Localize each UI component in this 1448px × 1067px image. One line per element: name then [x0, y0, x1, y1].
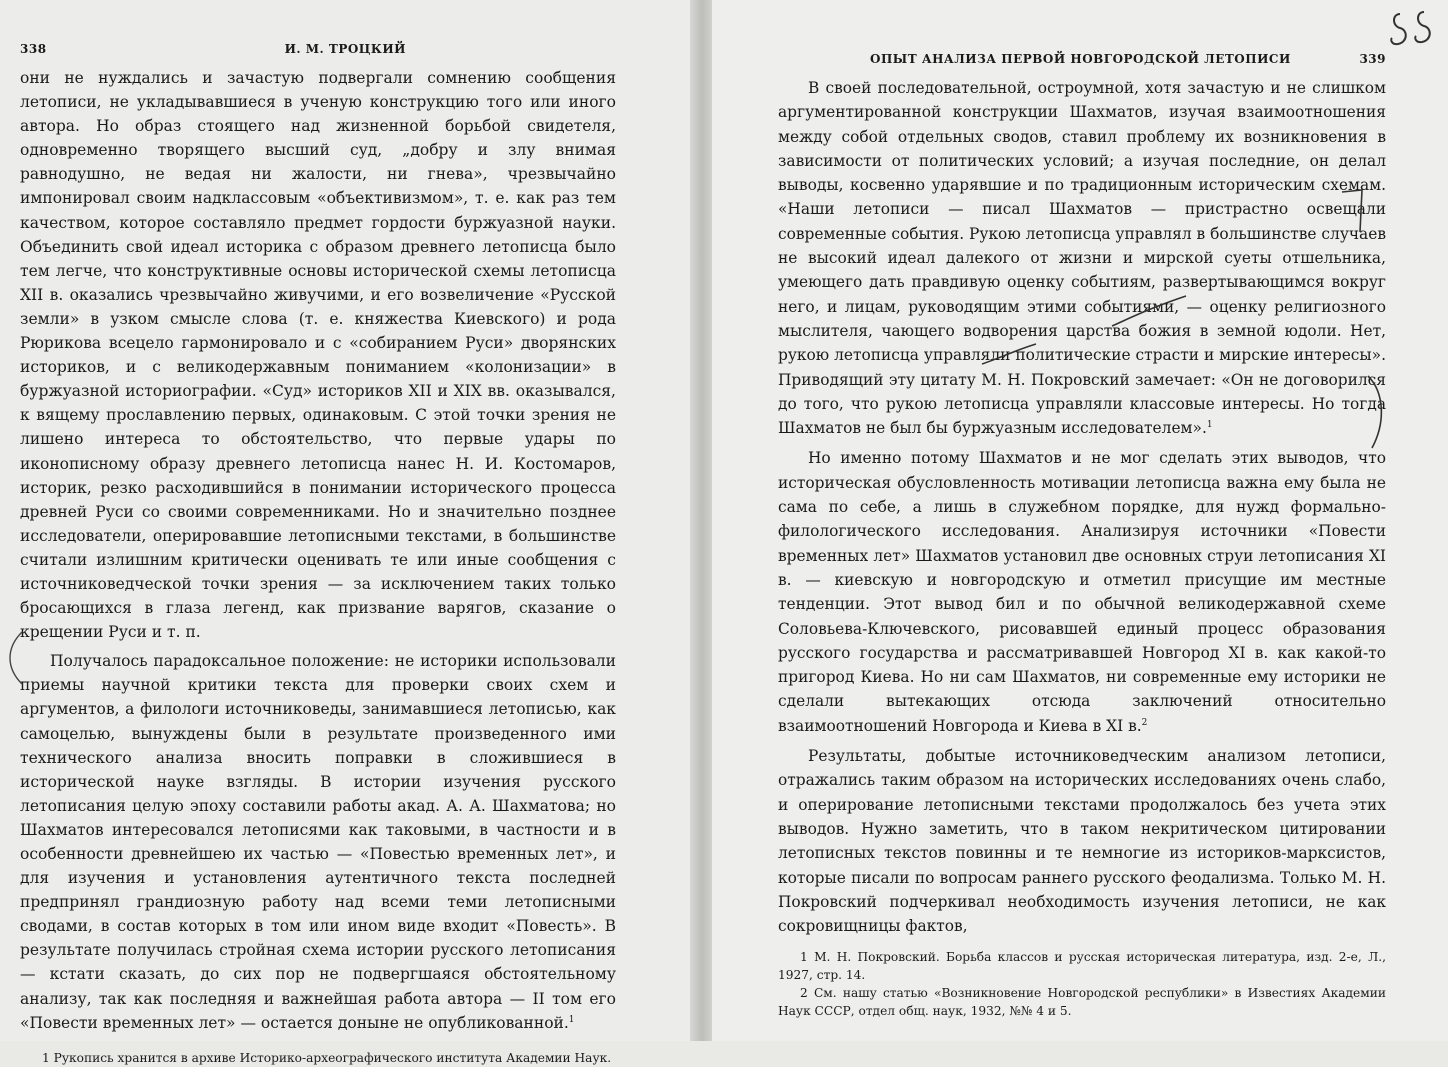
footnote-mark: 2 [1141, 717, 1148, 728]
right-paragraph-2-text: Но именно потому Шахматов и не мог сделать этих выводов, что историческая обусловленность мотивации летописца важна ему была не сама по себе, а лишь в служебном порядке, для нужд формально-филологического исследования. Анализируя источники «Повести временных лет» Шахматов установил две основных струи летописания XI в. — киевскую и новгородскую и отметил присущие им местные тенденции. Этот вывод бил и по обычной великодержавной схеме Соловьева-Ключевского, рисовавшей единый процесс образования русского государства и рассматривавшей Новгород XI в. как какой-то пригород Киева. Но ни сам Шахматов, ни современные ему историки не сделали вытекающих отсюда заключений относительно взаимоотношений Новгорода и Киева в XI в. [778, 449, 1386, 735]
right-paragraph-3: Результаты, добытые источниковедческим анализом летописи, отражались таким образом на исторических исследованиях очень слабо, и оперирование летописными текстами продолжалось без учета этих выводов. Нужно заметить, что в таком некритическом цитировании летописных текстов повинны и те немногие из историков-марксистов, которые писали по вопросам раннего русского феодализма. Только М. Н. Покровский подчеркивал необходимость изучения летописи, не как сокровищницы фактов, [778, 747, 1386, 936]
margin-bracket-icon [1340, 186, 1370, 236]
right-page-number: 339 [1359, 52, 1386, 66]
right-running-head [778, 52, 1386, 66]
right-paragraph-1 [778, 76, 1386, 440]
left-running-title: И. М. ТРОЦКИЙ [284, 42, 406, 56]
left-running-head [20, 42, 616, 56]
right-page [712, 0, 1448, 1041]
footnote-mark: 1 [568, 1014, 575, 1025]
margin-bracket-icon [2, 628, 26, 688]
left-footnote: 1 Рукопись хранится в архиве Историко-археографического института Академии Наук. [42, 1050, 612, 1065]
left-paragraph-1: они не нуждались и зачастую подвергали сомнению сообщения летописи, не укладывавшиеся в ученую конструкцию того или иного автора. Но образ стоящего над жизненной борьбой свидетеля, одновременно творящего высший суд, „добру и злу внимая равнодушно, не ведая ни жалости, ни гнева», чрезвычайно импонировал своим надклассовым «объективизмом», т. е. как раз тем качеством, которое составляло предмет гордости буржуазной науки. Объединить свой идеал историка с образом древнего летописца было тем легче, что конструктивные основы исторической схемы летописца XII в. оказались чрезвычайно живучими, и его возвеличение «Русской земли» в узком смысле слова (т. е. княжества Киевского) и рода Рюрикова всецело гармонировало и с «собиранием Руси» дворянских историков, и с великодержавным пониманием «колонизации» в буржуазной историографии. «Суд» историков XII и XIX вв. оказывался, к вящему прославлению первых, одинаковым. С этой точки зрения не лишено интереса то обстоятельство, что первые удары по иконописному образу древнего летописца нанес Н. И. Костомаров, историк, резко расходившийся в понимании исторического процесса древней Руси со своими современниками. Но и значительно позднее исследователи, оперировавшие летописными текстами, в большинстве считали излишним критически оценивать те или иные сообщения с источниковедческой точки зрения — за исключением таких только бросающихся в глаза легенд, как призвание варягов, сказание о крещении Руси и т. п. [20, 69, 616, 642]
margin-underline-stroke-icon [1110, 292, 1190, 332]
left-body-text [20, 66, 616, 1035]
right-footnote-2: 2 См. нашу статью «Возникновение Новгородской республики» в Известиях Академии Наук СССР, отдел общ. наук, 1932, №№ 4 и 5. [778, 986, 1386, 1019]
right-paragraph-2 [778, 446, 1386, 738]
right-body-text [778, 76, 1386, 938]
left-page [0, 0, 700, 1065]
right-paragraph-1-text: В своей последовательной, остроумной, хотя зачастую и не слишком аргументированной конструкции Шахматов, изучая взаимоотношения между собой отдельных сводов, ставил проблему их возникновения в зависимости от политических условий; а изучая последние, он делал выводы, косвенно ударявшие и по традиционным историческим схемам. «Наши летописи — писал Шахматов — пристрастно освещали современные события. Рукою летописца управлял в большинстве случаев не высокий идеал далекого от жизни и мирской суеты отшельника, умеющего дать правдивую оценку событиям, развертывающимся вокруг него, и лицам, руководящим этими событиями, — оценку религиозного мыслителя, чающего водворения царства божия в земной юдоли. Нет, рукою летописца управляли политические страсти и мирские интересы». Приводящий эту цитату М. Н. Покровский замечает: «Он не договорился до того, что рукою летописца управляли классовые интересы. Но тогда Шахматов не был бы буржуазным исследователем». [778, 79, 1386, 438]
left-page-number: 338 [20, 42, 47, 56]
left-paragraph-2 [20, 649, 616, 1035]
right-footnotes [778, 948, 1386, 1020]
margin-bracket-icon [1364, 372, 1394, 452]
left-paragraph-2-text: Получалось парадоксальное положение: не историки использовали приемы научной критики текста для проверки своих схем и аргументов, а филологи источниковеды, занимавшиеся летописью, как самоцелью, вынуждены были в результате произведенного ими технического анализа вносить поправки в сложившиеся в исторической науке взгляды. В истории изучения русского летописания целую эпоху составили работы акад. А. А. Шахматова; но Шахматов интересовался летописями как таковыми, в частности и в особенности древнейшею их частью — «Повестью временных лет», и для изучения и установления аутентичного текста последней предпринял грандиозную работу над всеми теми летописными сводами, в состав которых в том или ином виде входит «Повесть». В результате получилась стройная схема истории русского летописания — кстати сказать, до сих пор не подвергшаяся обстоятельному анализу, так как последняя и важнейшая работа автора — II том его «Повести временных лет» — остается доныне не опубликованной. [20, 652, 616, 1032]
right-running-title: ОПЫТ АНАЛИЗА ПЕРВОЙ НОВГОРОДСКОЙ ЛЕТОПИСИ [870, 52, 1291, 66]
margin-underline-stroke-icon [980, 340, 1040, 370]
right-footnote-1: 1 М. Н. Покровский. Борьба классов и русская историческая литература, изд. 2-е, Л., 1927, стр. 14. [778, 950, 1386, 983]
footnote-mark: 1 [1206, 420, 1213, 431]
handwritten-page-mark-icon [1386, 8, 1446, 58]
